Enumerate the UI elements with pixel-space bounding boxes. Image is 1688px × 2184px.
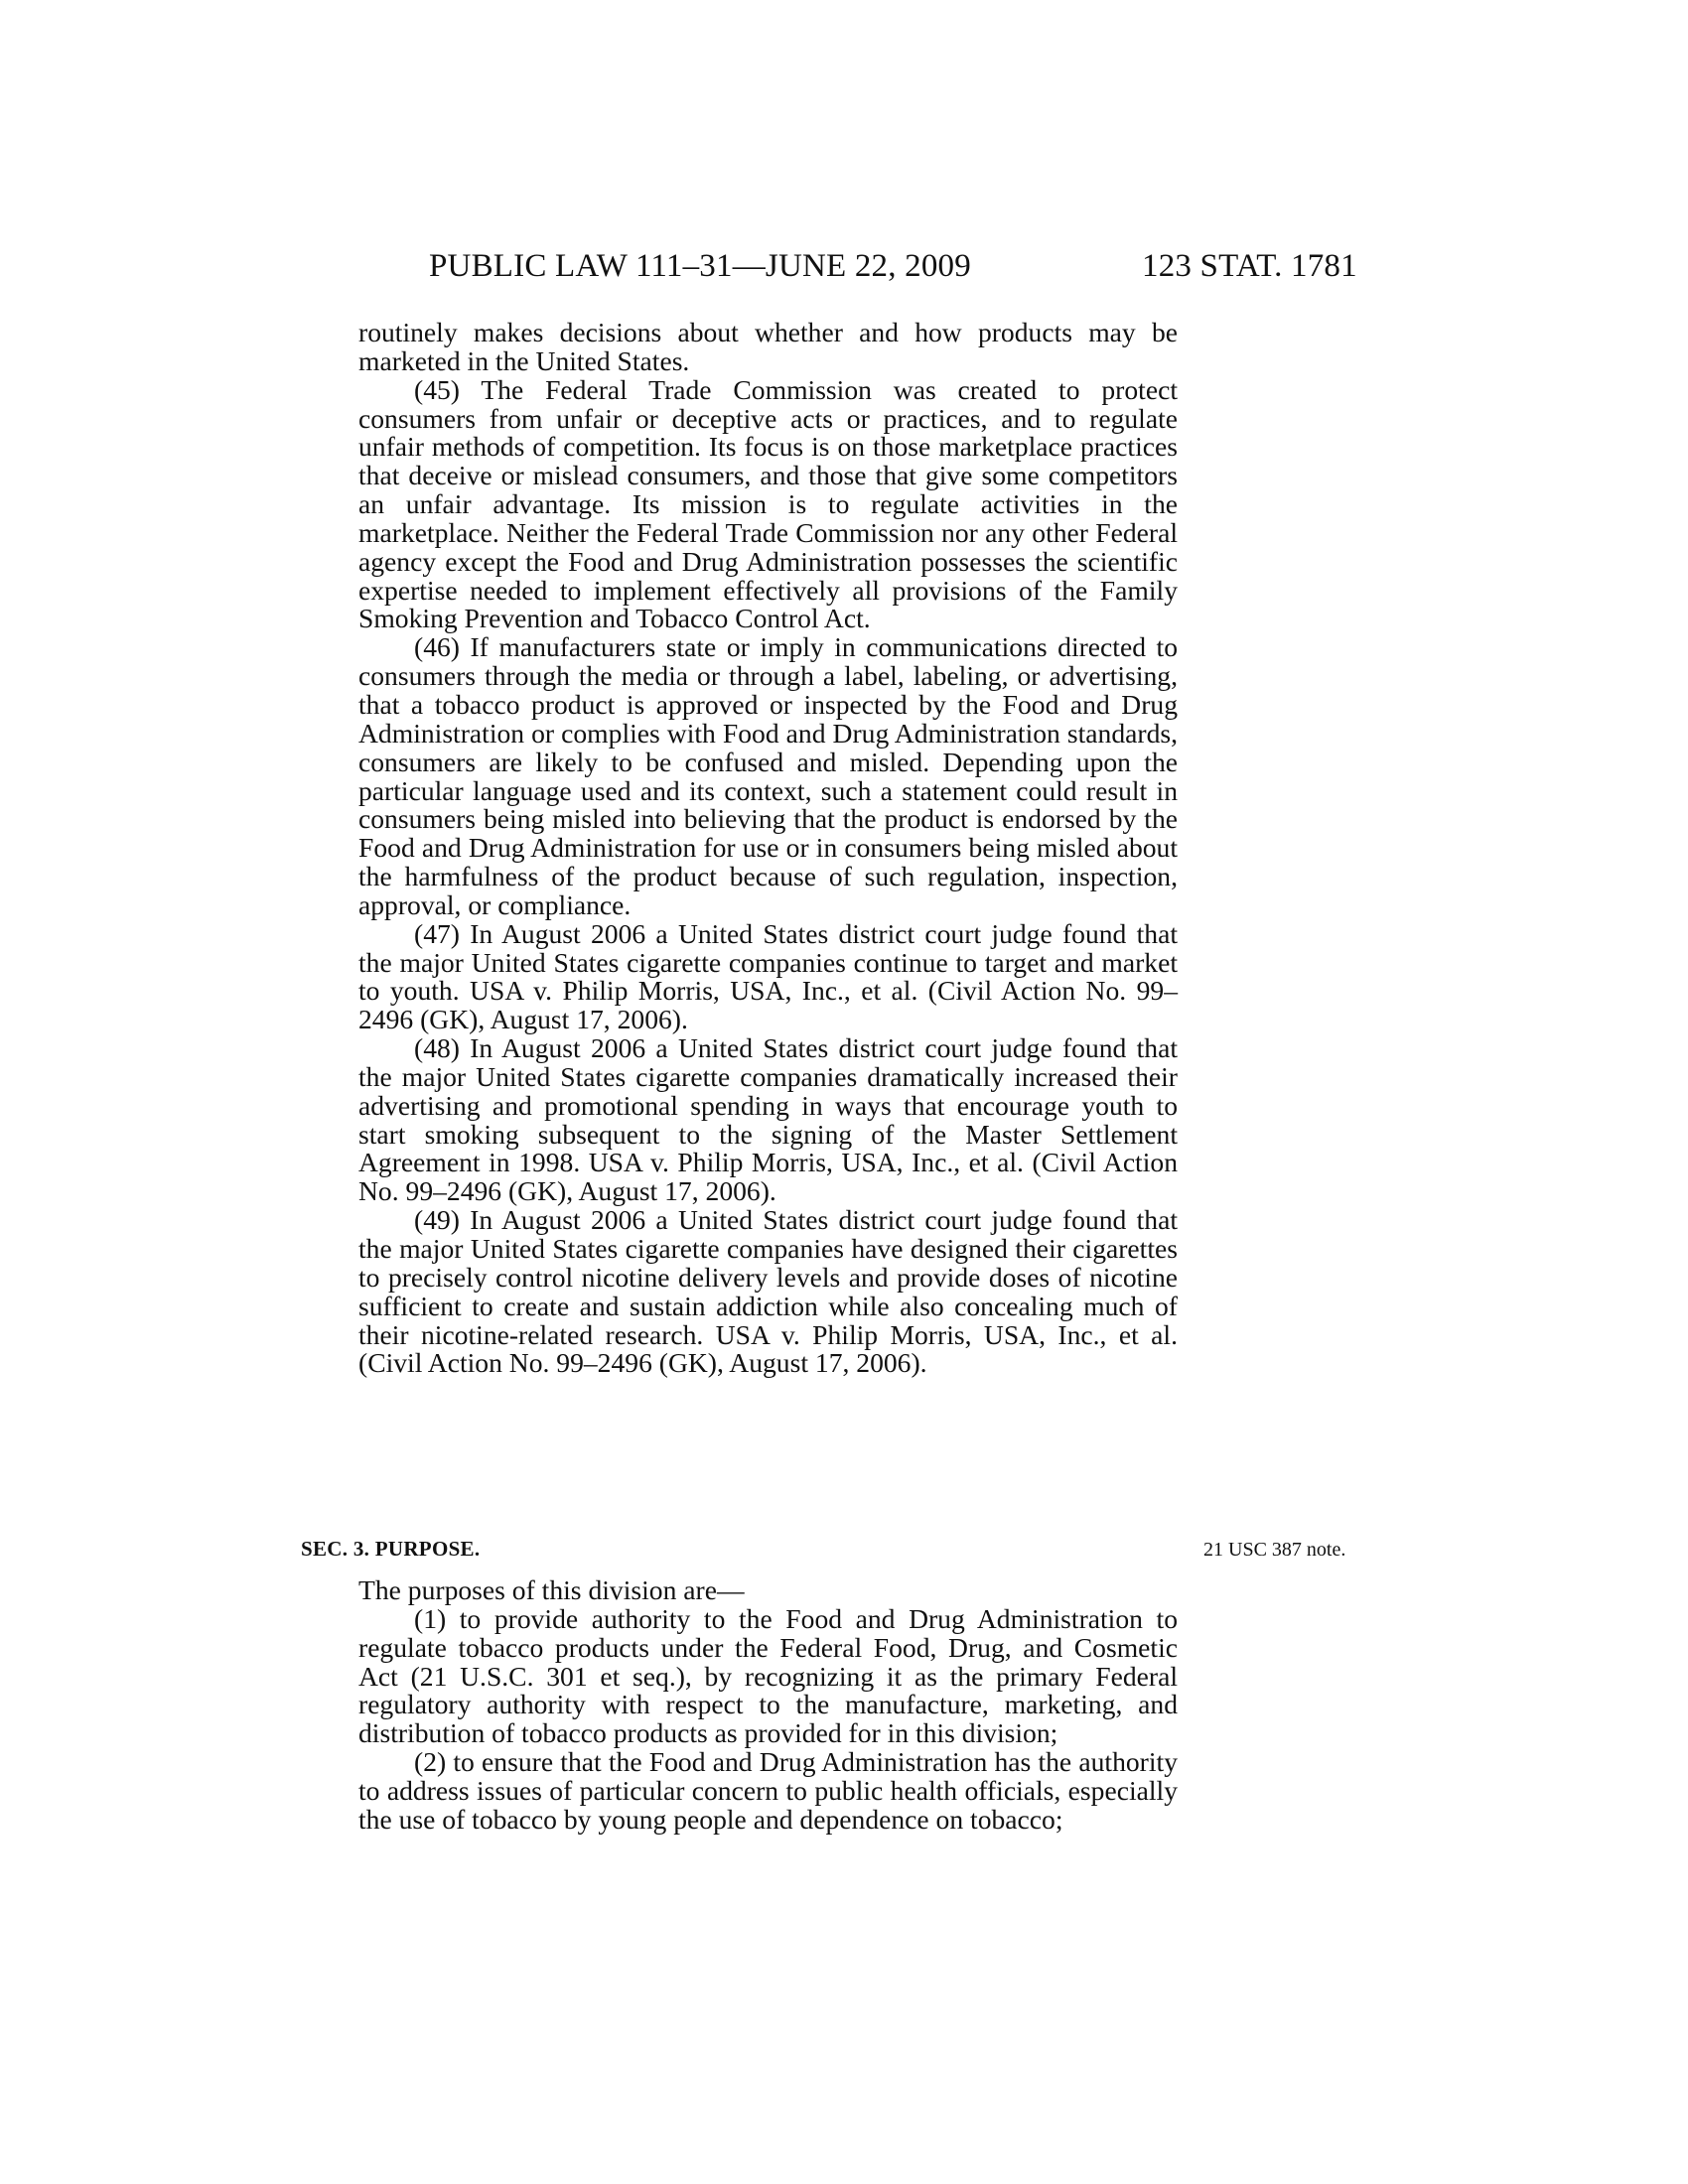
section-heading: SEC. 3. PURPOSE. xyxy=(301,1537,481,1561)
purpose-item-2: (2) to ensure that the Food and Drug Administration has the authority to address issues of particular concern to public health officials, especially the use of tobacco by young people and dependence on tobacco; xyxy=(358,1746,1178,1835)
page-number-stat: 123 STAT. 1781 xyxy=(1142,248,1357,284)
purpose-intro: The purposes of this division are— xyxy=(358,1574,745,1605)
purpose-body xyxy=(358,1576,1178,1835)
finding-45: (45) The Federal Trade Commission was created to protect consumers from unfair or deceptive acts or practices, and to regulate unfair methods of competition. Its focus is on those marketplace practices that deceive or mislead consumers, and those that give some competitors an unfair advantage. Its mission is to regulate activities in the marketplace. Neither the Federal Trade Commission nor any other Federal agency except the Food and Drug Administration possesses the scientific expertise needed to implement effectively all provisions of the Family Smoking Prevention and Tobacco Control Act. xyxy=(358,373,1178,634)
finding-44-continued: routinely makes decisions about whether and how products may be marketed in the United States. xyxy=(358,317,1178,376)
purpose-item-1: (1) to provide authority to the Food and Drug Administration to regulate tobacco products under the Federal Food, Drug, and Cosmetic Act (21 U.S.C. 301 et seq.), by recognizing it as the primary Federal regulatory authority with respect to the manufacture, marketing, and distribution of tobacco products as provided for in this division; xyxy=(358,1602,1178,1749)
running-header-title: PUBLIC LAW 111–31—JUNE 22, 2009 xyxy=(429,248,971,284)
finding-48: (48) In August 2006 a United States district court judge found that the major United States cigarette companies dramatically increased their advertising and promotional spending in ways that encourage youth to start smoking subsequent to the signing of the Master Settlement Agreement in 1998. USA v. Philip Morris, USA, Inc., et al. (Civil Action No. 99–2496 (GK), August 17, 2006). xyxy=(358,1032,1178,1207)
finding-49: (49) In August 2006 a United States district court judge found that the major United States cigarette companies have designed their cigarettes to precisely control nicotine delivery levels and provide doses of nicotine sufficient to create and sustain addiction while also concealing much of their nicotine-related research. USA v. Philip Morris, USA, Inc., et al. (Civil Action No. 99–2496 (GK), August 17, 2006). xyxy=(358,1204,1178,1379)
margin-citation-note: 21 USC 387 note. xyxy=(1203,1539,1346,1561)
finding-46: (46) If manufacturers state or imply in communications directed to consumers through the media or through a label, labeling, or advertising, that a tobacco product is approved or inspected by the Food and Drug Administration or complies with Food and Drug Administration standards, consumers are likely to be confused and misled. Depending upon the particular language used and its context, such a statement could result in consumers being misled into believing that the product is endorsed by the Food and Drug Administration for use or in consumers being misled about the harmfulness of the product because of such regulation, inspection, approval, or compliance. xyxy=(358,631,1178,920)
findings-body xyxy=(358,319,1178,1378)
finding-47: (47) In August 2006 a United States district court judge found that the major United States cigarette companies continue to target and market to youth. USA v. Philip Morris, USA, Inc., et al. (Civil Action No. 99–2496 (GK), August 17, 2006). xyxy=(358,917,1178,1035)
